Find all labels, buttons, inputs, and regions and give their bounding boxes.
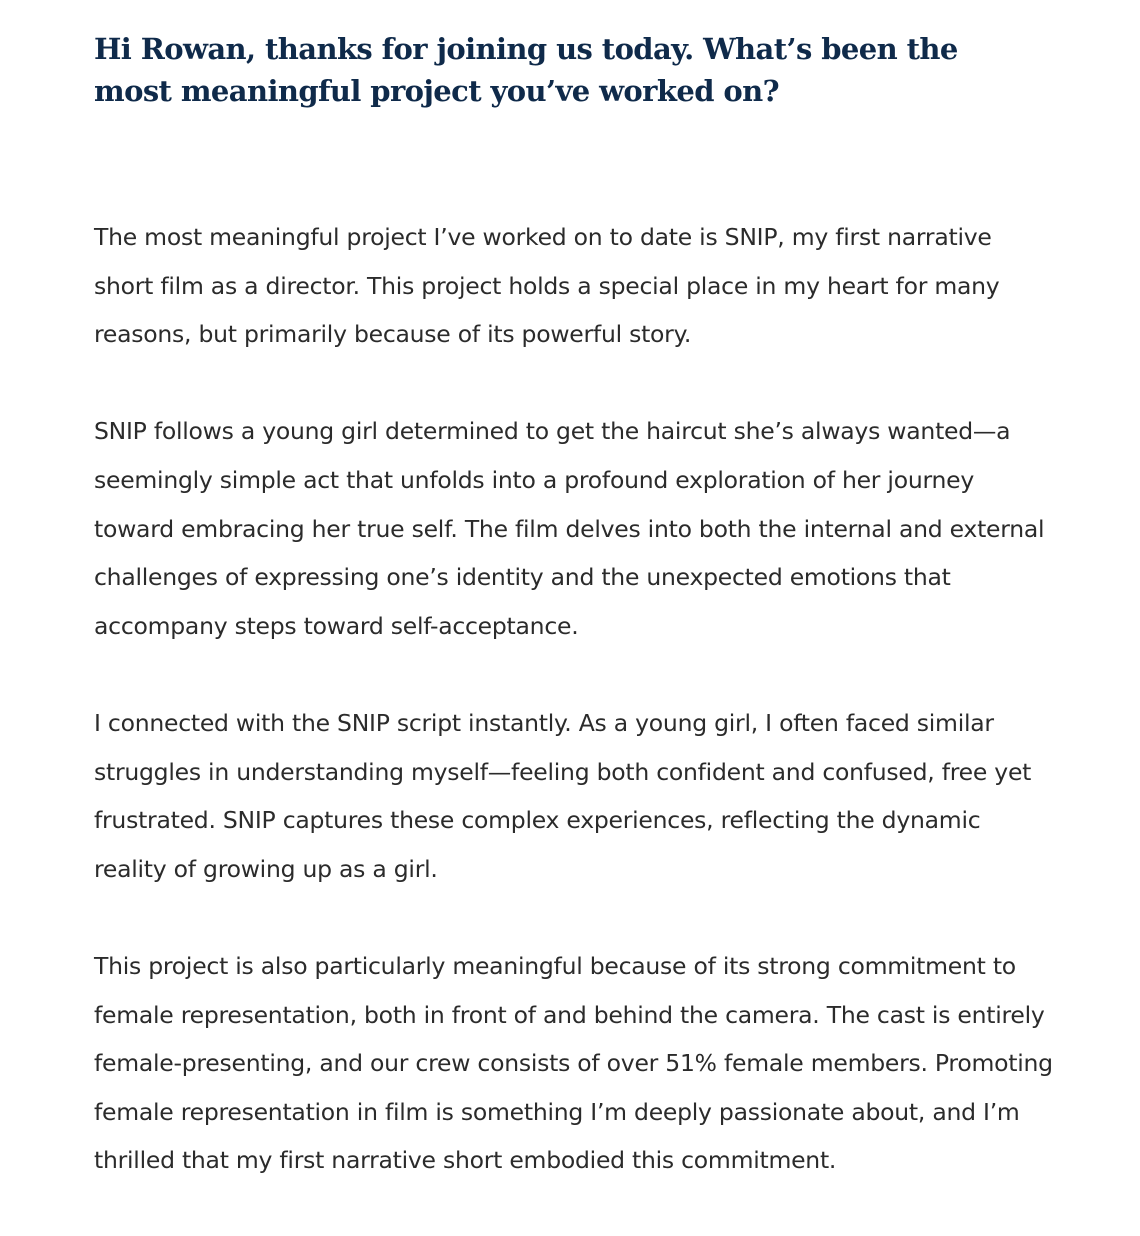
interview-article (94, 28, 1054, 1185)
answer-paragraph-1: The most meaningful project I’ve worked on to date is SNIP, my first narrative short film as a director. This project holds a special place in my heart for many reasons, but primarily because of its powerful story. (94, 223, 1000, 349)
answer-paragraph-4: This project is also particularly meaningful because of its strong commitment to female representation, both in front of and behind the camera. The cast is entirely female-presenting, and our crew consists of over 51% female members. Promoting female representation in film is something I’m deeply passionate about, and I’m thrilled that my first narrative short embodied this commitment. (94, 951, 1053, 1175)
interview-question: Hi Rowan, thanks for joining us today. What’s been the most meaningful project you’ve worked on? (94, 32, 958, 108)
answer-paragraph-2: SNIP follows a young girl determined to get the haircut she’s always wanted—a seemingly simple act that unfolds into a profound exploration of her journey toward embracing her true self. The film delves into both the internal and external challenges of expressing one’s identity and the unexpected emotions that accompany steps toward self-acceptance. (94, 417, 1045, 640)
interview-answer (94, 213, 1054, 1185)
answer-paragraph-3: I connected with the SNIP script instantly. As a young girl, I often faced similar struggles in understanding myself—feeling both confident and confused, free yet frustrated. SNIP captures these complex experiences, reflecting the dynamic reality of growing up as a girl. (94, 708, 1032, 883)
